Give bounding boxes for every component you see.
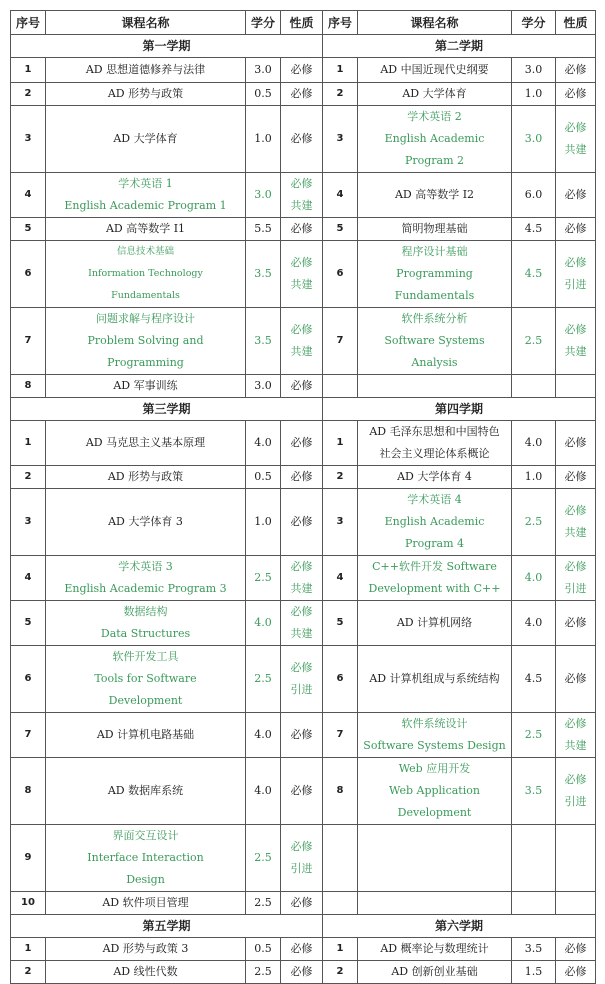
semester-title: 第五学期 (11, 915, 323, 938)
course-nature: 必修 共建 (556, 308, 596, 375)
course-row (11, 106, 596, 173)
course-row (11, 218, 596, 241)
course-name: AD 形势与政策 (46, 466, 246, 489)
table-body (11, 35, 596, 984)
course-name: 程序设计基础 Programming Fundamentals (358, 241, 512, 308)
header-course-name: 课程名称 (46, 11, 246, 35)
course-credit: 2.5 (246, 646, 281, 713)
course-name: AD 形势与政策 3 (46, 938, 246, 961)
course-index: 6 (11, 646, 46, 713)
course-name: AD 软件项目管理 (46, 892, 246, 915)
course-nature: 必修 (556, 646, 596, 713)
course-name: AD 形势与政策 (46, 83, 246, 106)
course-nature: 必修 共建 (281, 241, 323, 308)
course-index: 3 (11, 106, 46, 173)
course-index: 7 (323, 308, 358, 375)
course-nature: 必修 共建 (281, 173, 323, 218)
course-nature: 必修 (281, 218, 323, 241)
course-name: AD 数据库系统 (46, 758, 246, 825)
course-name: AD 毛泽东思想和中国特色 社会主义理论体系概论 (358, 421, 512, 466)
course-credit: 3.0 (246, 58, 281, 83)
course-index: 8 (323, 758, 358, 825)
course-credit: 3.5 (246, 308, 281, 375)
course-nature: 必修 共建 (556, 713, 596, 758)
course-nature: 必修 共建 (281, 556, 323, 601)
semester-title: 第一学期 (11, 35, 323, 58)
course-credit: 0.5 (246, 466, 281, 489)
course-nature: 必修 共建 (281, 308, 323, 375)
course-index: 5 (323, 218, 358, 241)
course-index: 10 (11, 892, 46, 915)
course-credit: 4.0 (246, 758, 281, 825)
course-nature (556, 892, 596, 915)
course-nature: 必修 (281, 758, 323, 825)
course-index: 7 (11, 308, 46, 375)
course-credit: 1.0 (512, 83, 556, 106)
header-course-name: 课程名称 (358, 11, 512, 35)
course-nature: 必修 (281, 713, 323, 758)
semester-title: 第四学期 (323, 398, 596, 421)
course-index: 1 (323, 938, 358, 961)
course-name: AD 高等数学 I1 (46, 218, 246, 241)
course-credit: 4.0 (512, 601, 556, 646)
course-credit: 1.0 (246, 106, 281, 173)
course-name: 界面交互设计 Interface Interaction Design (46, 825, 246, 892)
curriculum-table (10, 10, 596, 984)
course-credit: 3.0 (512, 58, 556, 83)
course-credit: 3.5 (246, 241, 281, 308)
header-index: 序号 (323, 11, 358, 35)
course-index: 8 (11, 758, 46, 825)
course-name (358, 892, 512, 915)
header-index: 序号 (11, 11, 46, 35)
course-nature: 必修 (556, 938, 596, 961)
course-name: 学术英语 3 English Academic Program 3 (46, 556, 246, 601)
course-index: 5 (11, 601, 46, 646)
semester-title-row (11, 398, 596, 421)
course-nature: 必修 (281, 938, 323, 961)
course-index: 1 (11, 938, 46, 961)
course-nature: 必修 (281, 961, 323, 984)
course-name: Web 应用开发 Web Application Development (358, 758, 512, 825)
course-name: 学术英语 4 English Academic Program 4 (358, 489, 512, 556)
course-row (11, 892, 596, 915)
course-nature: 必修 (556, 173, 596, 218)
course-nature: 必修 引进 (281, 646, 323, 713)
course-nature: 必修 引进 (556, 758, 596, 825)
course-nature: 必修 (281, 375, 323, 398)
course-name: AD 中国近现代史纲要 (358, 58, 512, 83)
course-nature: 必修 (281, 466, 323, 489)
course-index: 1 (323, 58, 358, 83)
course-credit: 2.5 (246, 556, 281, 601)
course-name: AD 概率论与数理统计 (358, 938, 512, 961)
course-index: 2 (11, 466, 46, 489)
course-name: AD 高等数学 I2 (358, 173, 512, 218)
course-row (11, 713, 596, 758)
course-credit: 4.0 (512, 421, 556, 466)
course-nature: 必修 引进 (556, 556, 596, 601)
course-row (11, 825, 596, 892)
course-credit: 2.5 (512, 713, 556, 758)
course-credit: 4.5 (512, 218, 556, 241)
course-index: 1 (323, 421, 358, 466)
course-credit: 3.0 (512, 106, 556, 173)
course-credit: 4.0 (512, 556, 556, 601)
course-index: 2 (11, 961, 46, 984)
course-row (11, 601, 596, 646)
semester-title-row (11, 35, 596, 58)
course-nature: 必修 共建 (556, 106, 596, 173)
course-name: AD 军事训练 (46, 375, 246, 398)
header-credits: 学分 (246, 11, 281, 35)
course-nature: 必修 (556, 601, 596, 646)
header-nature: 性质 (556, 11, 596, 35)
course-credit (512, 892, 556, 915)
course-row (11, 308, 596, 375)
course-index: 2 (323, 83, 358, 106)
course-index: 2 (323, 466, 358, 489)
semester-title: 第二学期 (323, 35, 596, 58)
course-nature: 必修 (281, 58, 323, 83)
course-credit: 3.0 (246, 173, 281, 218)
course-name (358, 825, 512, 892)
course-row (11, 466, 596, 489)
course-index: 9 (11, 825, 46, 892)
course-nature: 必修 共建 (281, 601, 323, 646)
course-index: 7 (11, 713, 46, 758)
course-nature: 必修 (281, 892, 323, 915)
course-name: AD 计算机组成与系统结构 (358, 646, 512, 713)
course-nature: 必修 共建 (556, 489, 596, 556)
course-credit: 4.5 (512, 241, 556, 308)
course-row (11, 961, 596, 984)
course-credit: 2.5 (246, 825, 281, 892)
course-nature: 必修 (281, 421, 323, 466)
course-row (11, 938, 596, 961)
course-name: AD 马克思主义基本原理 (46, 421, 246, 466)
course-row (11, 83, 596, 106)
course-credit (512, 825, 556, 892)
course-index: 4 (323, 556, 358, 601)
header-nature: 性质 (281, 11, 323, 35)
course-name: AD 大学体育 (358, 83, 512, 106)
course-index: 3 (323, 489, 358, 556)
course-index: 7 (323, 713, 358, 758)
course-index: 4 (11, 173, 46, 218)
course-index: 6 (323, 241, 358, 308)
course-name: AD 计算机网络 (358, 601, 512, 646)
course-credit (512, 375, 556, 398)
course-index: 1 (11, 58, 46, 83)
course-index: 6 (11, 241, 46, 308)
course-index (323, 892, 358, 915)
course-name: 简明物理基础 (358, 218, 512, 241)
course-nature: 必修 引进 (556, 241, 596, 308)
course-credit: 1.0 (246, 489, 281, 556)
course-index (323, 375, 358, 398)
course-name: 软件开发工具 Tools for Software Development (46, 646, 246, 713)
course-credit: 3.5 (512, 938, 556, 961)
header-credits: 学分 (512, 11, 556, 35)
course-credit: 6.0 (512, 173, 556, 218)
course-credit: 2.5 (246, 961, 281, 984)
course-row (11, 646, 596, 713)
course-credit: 1.0 (512, 466, 556, 489)
course-name: C++软件开发 Software Development with C++ (358, 556, 512, 601)
course-row (11, 556, 596, 601)
semester-title-row (11, 915, 596, 938)
course-nature: 必修 (556, 421, 596, 466)
course-index: 4 (323, 173, 358, 218)
course-row (11, 421, 596, 466)
course-nature: 必修 (281, 106, 323, 173)
course-nature: 必修 (556, 58, 596, 83)
course-credit: 4.5 (512, 646, 556, 713)
course-row (11, 241, 596, 308)
course-credit: 0.5 (246, 938, 281, 961)
course-nature (556, 375, 596, 398)
course-name: 学术英语 2 English Academic Program 2 (358, 106, 512, 173)
course-credit: 4.0 (246, 421, 281, 466)
course-index: 1 (11, 421, 46, 466)
course-credit: 2.5 (512, 308, 556, 375)
course-index: 5 (323, 601, 358, 646)
course-nature (556, 825, 596, 892)
course-credit: 5.5 (246, 218, 281, 241)
header-row (11, 11, 596, 35)
course-credit: 1.5 (512, 961, 556, 984)
course-index: 3 (323, 106, 358, 173)
course-credit: 3.5 (512, 758, 556, 825)
course-nature: 必修 (281, 83, 323, 106)
semester-title: 第三学期 (11, 398, 323, 421)
course-name: 问题求解与程序设计 Problem Solving and Programming (46, 308, 246, 375)
course-index: 8 (11, 375, 46, 398)
course-name: AD 计算机电路基础 (46, 713, 246, 758)
course-name: AD 大学体育 4 (358, 466, 512, 489)
course-name: AD 大学体育 3 (46, 489, 246, 556)
course-name (358, 375, 512, 398)
course-name: AD 创新创业基础 (358, 961, 512, 984)
course-index: 3 (11, 489, 46, 556)
course-index: 2 (323, 961, 358, 984)
course-index (323, 825, 358, 892)
course-name: AD 线性代数 (46, 961, 246, 984)
course-name: 软件系统设计 Software Systems Design (358, 713, 512, 758)
course-credit: 2.5 (246, 892, 281, 915)
course-credit: 2.5 (512, 489, 556, 556)
course-name: AD 大学体育 (46, 106, 246, 173)
course-credit: 0.5 (246, 83, 281, 106)
course-index: 5 (11, 218, 46, 241)
course-nature: 必修 (556, 466, 596, 489)
semester-title: 第六学期 (323, 915, 596, 938)
course-credit: 4.0 (246, 713, 281, 758)
course-nature: 必修 (556, 83, 596, 106)
course-name: AD 思想道德修养与法律 (46, 58, 246, 83)
course-row (11, 758, 596, 825)
course-index: 2 (11, 83, 46, 106)
course-nature: 必修 (556, 961, 596, 984)
course-name: 数据结构 Data Structures (46, 601, 246, 646)
course-index: 4 (11, 556, 46, 601)
course-nature: 必修 (556, 218, 596, 241)
course-index: 6 (323, 646, 358, 713)
course-name: 软件系统分析 Software Systems Analysis (358, 308, 512, 375)
course-row (11, 173, 596, 218)
course-nature: 必修 引进 (281, 825, 323, 892)
course-credit: 3.0 (246, 375, 281, 398)
course-nature: 必修 (281, 489, 323, 556)
course-name: 信息技术基础 Information Technology Fundamentals (46, 241, 246, 308)
course-row (11, 58, 596, 83)
course-row (11, 375, 596, 398)
course-name: 学术英语 1 English Academic Program 1 (46, 173, 246, 218)
course-credit: 4.0 (246, 601, 281, 646)
course-row (11, 489, 596, 556)
